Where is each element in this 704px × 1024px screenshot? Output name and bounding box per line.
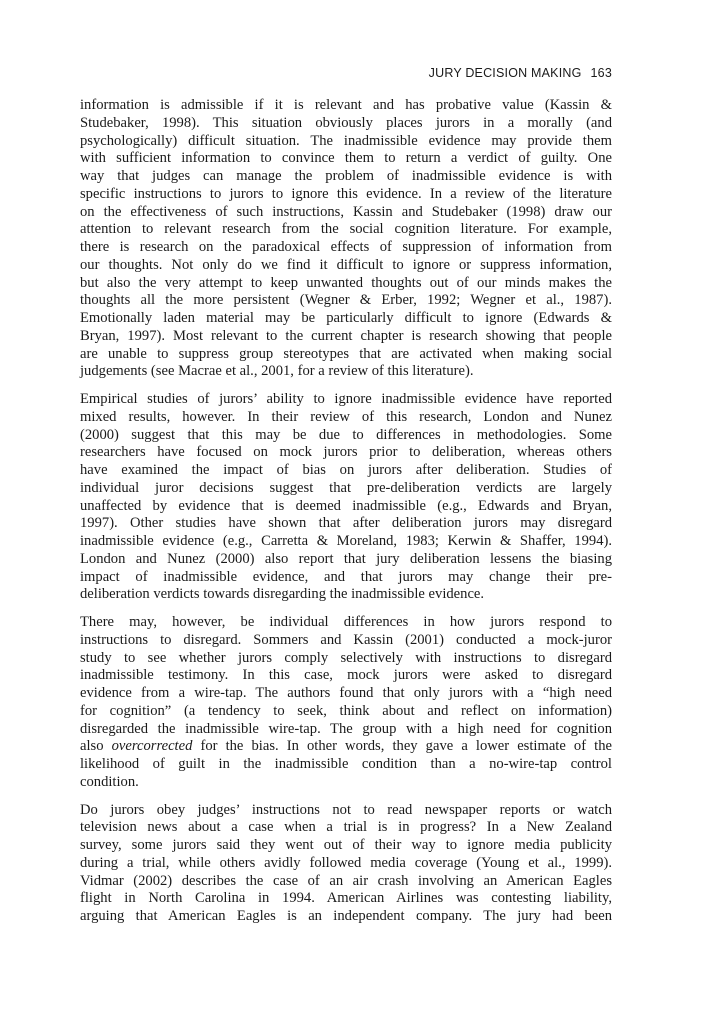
- running-header: [429, 66, 612, 80]
- text-line: study to see whether jurors comply selectively with instructions to disregard: [80, 649, 612, 666]
- text-line: researchers have focused on mock jurors prior to deliberation, whereas others: [80, 444, 612, 461]
- text-line: information is admissible if it is relevant and has probative value (Kassin &: [80, 97, 612, 113]
- text-line: Studebaker, 1998). This situation obviously places jurors in a morally (and: [80, 114, 612, 131]
- text-line: there is research on the paradoxical effects of suppression of information from: [80, 239, 612, 255]
- text-line: Emotionally laden material may be particularly difficult to ignore (Edwards &: [80, 310, 612, 326]
- text-line: thoughts all the more persistent (Wegner & Erber, 1992; Wegner et al., 1987).: [80, 292, 612, 309]
- text-line: inadmissible evidence (e.g., Carretta & Moreland, 1983; Kerwin & Shaffer, 1994).: [80, 533, 612, 549]
- body-text: [80, 97, 612, 936]
- text-line: specific instructions to jurors to ignore this evidence. In a review of the literature: [80, 185, 612, 202]
- text-line: impact of inadmissible evidence, and that jurors may change their pre-: [80, 568, 612, 585]
- text-line: our thoughts. Not only do we find it difficult to ignore or suppress information,: [80, 256, 612, 273]
- text-line: Empirical studies of jurors’ ability to ignore inadmissible evidence have reported: [80, 391, 612, 407]
- text-line: on the effectiveness of such instructions, Kassin and Studebaker (1998) draw our: [80, 203, 612, 220]
- text-line: flight in North Carolina in 1994. American Airlines was contesting liability,: [80, 890, 612, 907]
- paragraph-1: [80, 97, 612, 381]
- text-line: have examined the impact of bias on jurors after deliberation. Studies of: [80, 462, 612, 478]
- running-title: JURY DECISION MAKING: [428, 66, 582, 80]
- text-line: attention to relevant research from the social cognition literature. For example,: [80, 221, 612, 238]
- text-line: Vidmar (2002) describes the case of an air crash involving an American Eagles: [80, 872, 612, 889]
- text-line: London and Nunez (2000) also report that jury deliberation lessens the biasing: [80, 550, 612, 567]
- text-line: with sufficient information to convince them to return a verdict of guilty. One: [80, 150, 612, 167]
- text-line: disregarded the inadmissible wire-tap. The group with a high need for cognition: [80, 720, 612, 737]
- text-line: judgements (see Macrae et al., 2001, for a review of this literature).: [80, 363, 474, 380]
- emphasis-overcorrected: overcorrected: [111, 738, 193, 755]
- text-line: for cognition” (a tendency to seek, think about and reflect on information): [80, 702, 612, 719]
- page-number: 163: [590, 66, 612, 80]
- text-line: evidence from a wire-tap. The authors found that only jurors with a “high need: [80, 685, 612, 701]
- text-line: (2000) suggest that this may be due to differences in methodologies. Some: [80, 426, 612, 443]
- text-line: but also the very attempt to keep unwanted thoughts out of our minds makes the: [80, 274, 612, 291]
- text-line: There may, however, be individual differences in how jurors respond to: [80, 614, 612, 630]
- text-line: unaffected by evidence that is deemed inadmissible (e.g., Edwards and Bryan,: [80, 497, 612, 514]
- text-line: individual juror decisions suggest that pre-deliberation verdicts are largely: [80, 479, 612, 496]
- line-end: for the bias. In other words, they gave a lower estimate of the: [192, 738, 612, 755]
- text-line: mixed results, however. In their review of this research, London and Nunez: [80, 408, 612, 425]
- text-line: psychologically) difficult situation. The inadmissible evidence may provide them: [80, 132, 612, 149]
- text-line: survey, some jurors said they went out of their way to ignore media publicity: [80, 837, 612, 853]
- paragraph-3: [80, 614, 612, 792]
- text-line: television news about a case when a trial is in progress? In a New Zealand: [80, 819, 612, 836]
- paragraph-2: [80, 391, 612, 604]
- text-line: way that judges can manage the problem of inadmissible evidence is with: [80, 168, 612, 184]
- text-line: Do jurors obey judges’ instructions not to read newspaper reports or watch: [80, 801, 612, 818]
- text-line: inadmissible testimony. In this case, mock jurors were asked to disregard: [80, 667, 612, 684]
- text-line: are unable to suppress group stereotypes that are activated when making social: [80, 345, 612, 362]
- text-line: condition.: [80, 773, 139, 790]
- text-line: deliberation verdicts towards disregarding the inadmissible evidence.: [80, 586, 485, 603]
- text-line: 1997). Other studies have shown that after deliberation jurors may disregard: [80, 515, 612, 532]
- text-line-with-emphasis: [80, 738, 612, 756]
- text-line: instructions to disregard. Sommers and Kassin (2001) conducted a mock-juror: [80, 631, 612, 648]
- text-line: during a trial, while others avidly followed media coverage (Young et al., 1999).: [80, 854, 612, 871]
- text-line: arguing that American Eagles is an independent company. The jury had been: [80, 908, 612, 924]
- line-start: also: [80, 738, 112, 755]
- paragraph-4: [80, 802, 612, 926]
- text-line: likelihood of guilt in the inadmissible condition than a no-wire-tap control: [80, 756, 612, 772]
- text-line: Bryan, 1997). Most relevant to the current chapter is research showing that people: [80, 327, 612, 344]
